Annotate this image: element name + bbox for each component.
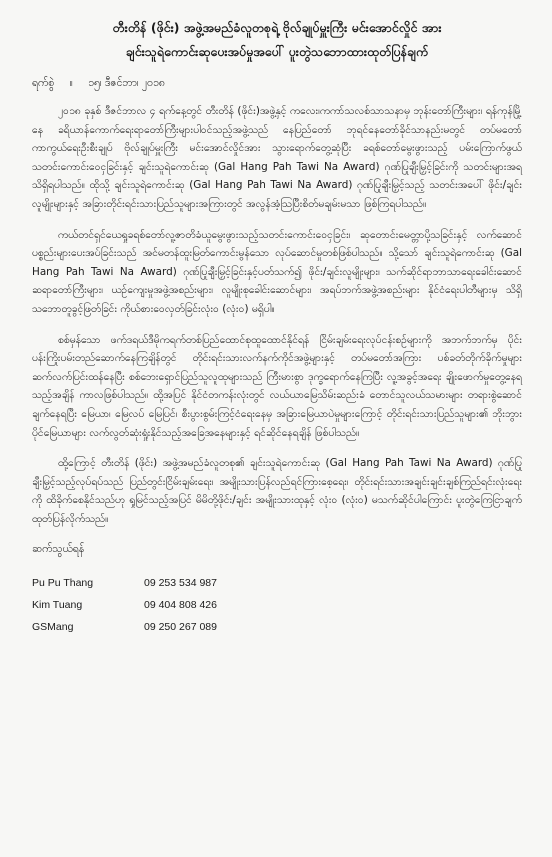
- contact-name: Pu Pu Thang: [32, 577, 94, 590]
- paragraph-2: ကယ်တင်ရှင်ယေရှုခရစ်တော်လူ့ဇာတိခံယူမွေးဖွားသည့်သတင်းကောင်းဝေငှခြင်း၊ ဆုတောင်းမေတ္တာပို့သခြင်းနှင့် လက်ဆောင်ပစ္စည်းများပေးအပ်ခြင်းသည် အင်မတန်ထူးမြတ်ကောင်းမွန်သော လုပ်ဆောင်မှုတစ်ဖြစ်ပါသည်။ သို့သော် ချင်းသူရဲကောင်းဆု (Gal Hang Pah Tawi Na Award) ဂုဏ်ပြုချီးမြှင့်ခြင်းနှင့်ပတ်သက်၍ ဖိုင်း/ချင်းလူမျိုးများ၊ သက်ဆိုင်ရာဘာသာရေးခေါင်းဆောင်ဆရာတော်ကြီးများ၊ ယဉ်ကျေးမှုအဖွဲ့အစည်းများ၊ လူမျိုးစုခေါင်းဆောင်များ၊ အရပ်ဘက်အဖွဲ့အစည်းများ နိုင်ငံရေးပါတီများမှ သိရှိသဘောတူခွင့်ဖြတ်ခြင်း ကိုယ်စားဝေလှတ်ခြင်းလုံး၀ (လုံး၀) မရှိပါ။: [32, 228, 522, 315]
- contact-list: [32, 572, 522, 638]
- date-line: [32, 74, 522, 92]
- contact-phone: 09 404 808 426: [144, 599, 217, 612]
- contact-phone: 09 250 267 089: [144, 621, 217, 634]
- paragraph-4: ထို့ကြောင့် တီးတိန် (ဖိုင်း) အဖွဲ့အမည်ခံလူတစု၏ ချင်းသူရဲကောင်းဆု (Gal Hang Pah Tawi Na Award) ဂုဏ်ပြုချီးမြှင့်သည့်လုပ်ရပ်သည် ပြည်တွင်းငြိမ်းချမ်းရေး၊ အမျိုးသားပြန်လည်ရင်ကြားစေ့ရေး၊ တိုင်းရင်းသားအချင်းချင်းချစ်ကြည်ရင်းလုံးရေးကို ထိခိုက်စေနိုင်သည်ဟု ရှုမြင်သည့်အပြင် မိမိတို့ဖိုင်း/ချင်း အမျိုးသားထုနှင့် လုံး၀ (လုံး၀) မသက်ဆိုင်ပါကြောင်း ပူးတွဲကြေငြာချက် ထုတ်ပြန်လိုက်သည်။: [32, 457, 522, 525]
- date-label: ရက်စွဲ: [32, 77, 55, 89]
- contact-heading: ဆက်သွယ်ရန်: [32, 543, 85, 556]
- contact-phone: 09 253 534 987: [144, 577, 217, 590]
- paragraph-3: စစ်မှန်သော ဖက်ဒရယ်ဒီမိုကရက်တစ်ပြည်ထောင်စုထူထောင်နိုင်ရန် ငြိမ်းချမ်းရေးလုပ်ငန်းစဉ်များကို အဘက်ဘက်မှ ပိုင်းပန်းကြိုးပမ်းတည်ဆောက်နေကြချိန်တွင် တိုင်းရင်းသားလက်နက်ကိုင်အဖွဲ့များနှင့် တပ်မတော်အကြား ပစ်ခတ်တိုက်ခိုက်မှုများဆက်လက်ပြင်းထန်နေပြီး စစ်ဘေးရှောင်ပြည်သူလူထုများသည် ကြီးမားစွာ ဒုက္ခရောက်နေကြပြီး လူ့အခွင့်အရေး ချိုးဖောက်မှုတွေ့နေရသည့်အချိန် ကာလဖြစ်ပါသည်။ ထို့အပြင် နိုင်ငံတကန်းလုံးတွင် လယ်ယာမြေသိမ်းဆည်းခံ တောင်သူလယ်သမားများ တရားစွဲဆောင်ချက်နေရပြီး မြေယာ၊ မြေလပ် မြေပြင်၊ စီးပွားစွမ်းကြင့်ငံရေးနေမှ အခြားမြေယာပဲမှုများကြောင့် တိုင်းရင်းသားပြည်သူများ၏ ဘိုးဘွားပိုင်မြေယာများ လက်လွတ်ဆုံးရှုံးနိုင်သည့်အခြေအနေများနှင့် ရင်ဆိုင်နေရချိန် ဖြစ်ပါသည်။: [32, 333, 522, 439]
- title-line-2: ချင်းသူရဲကောင်းဆုပေးအပ်မှုအပေါ် ပူးတွဲသဘောထားထုတ်ပြန်ချက်: [125, 44, 429, 59]
- paragraph-1: ၂၀၁၈ ခုနှစ် ဒီဇင်ဘာလ ၄ ရက်နေ့တွင် တီးတိန် (ဖိုင်း)အဖွဲ့နှင့် ကလေး၊ကကာ်သလစ်သာသနာမှ ဘုန်းတော်ကြီးများ၊ ရန်ကုန်မြို့နေ ခရိယာန်ကောက်ရေးရာတော်ကြီးများပါဝင်သည့်အဖွဲ့သည် နေပြည်တော် ဘုရင်နေတော်ခိုင်သာနည်းမတွင် တပ်မတော်ကာကွယ်ရေးဦးစီးချုပ် ဗိုလ်ချုပ်မှူးကြီး မင်းအောင်လှိုင်အား သွားရောက်တွေ့ဆုံပြီး ခရစ်တော်မွေးဖွားသည့် ပမ်းကြောက်ဖွယ်သတင်းကောင်းဝေငှခြင်းနှင့် ချင်းသူရဲကောင်းဆု (Gal Hang Pah Tawi Na Award) ဂုဏ်ပြုချီးမြှင့်ခြင်းကို သတင်းများအရသိရှိရပါသည်။ ထိုသို့ ချင်းသူရဲကောင်းဆု (Gal Hang Pah Tawi Na Award) ဂုဏ်ပြုချီးမြှင့်သည့် သတင်းအပေါ် ဖိုင်း/ချင်းလူမျိုးများနှင့် အခြားတိုင်းရင်းသားပြည်သူများအကြားတွင် အလွန်အံ့သြပြီးစိတ်မချမ်းမသာ ဖြစ်ကြရပါသည်။: [32, 105, 522, 210]
- contact-row: [32, 594, 522, 616]
- contact-row: [32, 616, 522, 638]
- title-line-1: တီးတိန် (ဖိုင်း) အဖွဲ့အမည်ခံလူတစုရဲ့ ဗိုလ်ချုပ်မှူးကြီး မင်းအောင်လှိုင် အား: [112, 20, 442, 35]
- date-value: ၁၅၊ ဒီဇင်ဘာ၊ ၂၀၁၈: [88, 77, 165, 89]
- contact-name: Kim Tuang: [32, 599, 83, 612]
- contact-row: [32, 572, 522, 594]
- date-separator: ။: [69, 77, 73, 89]
- statement-title: [32, 16, 522, 64]
- contact-name: GSMang: [32, 621, 74, 634]
